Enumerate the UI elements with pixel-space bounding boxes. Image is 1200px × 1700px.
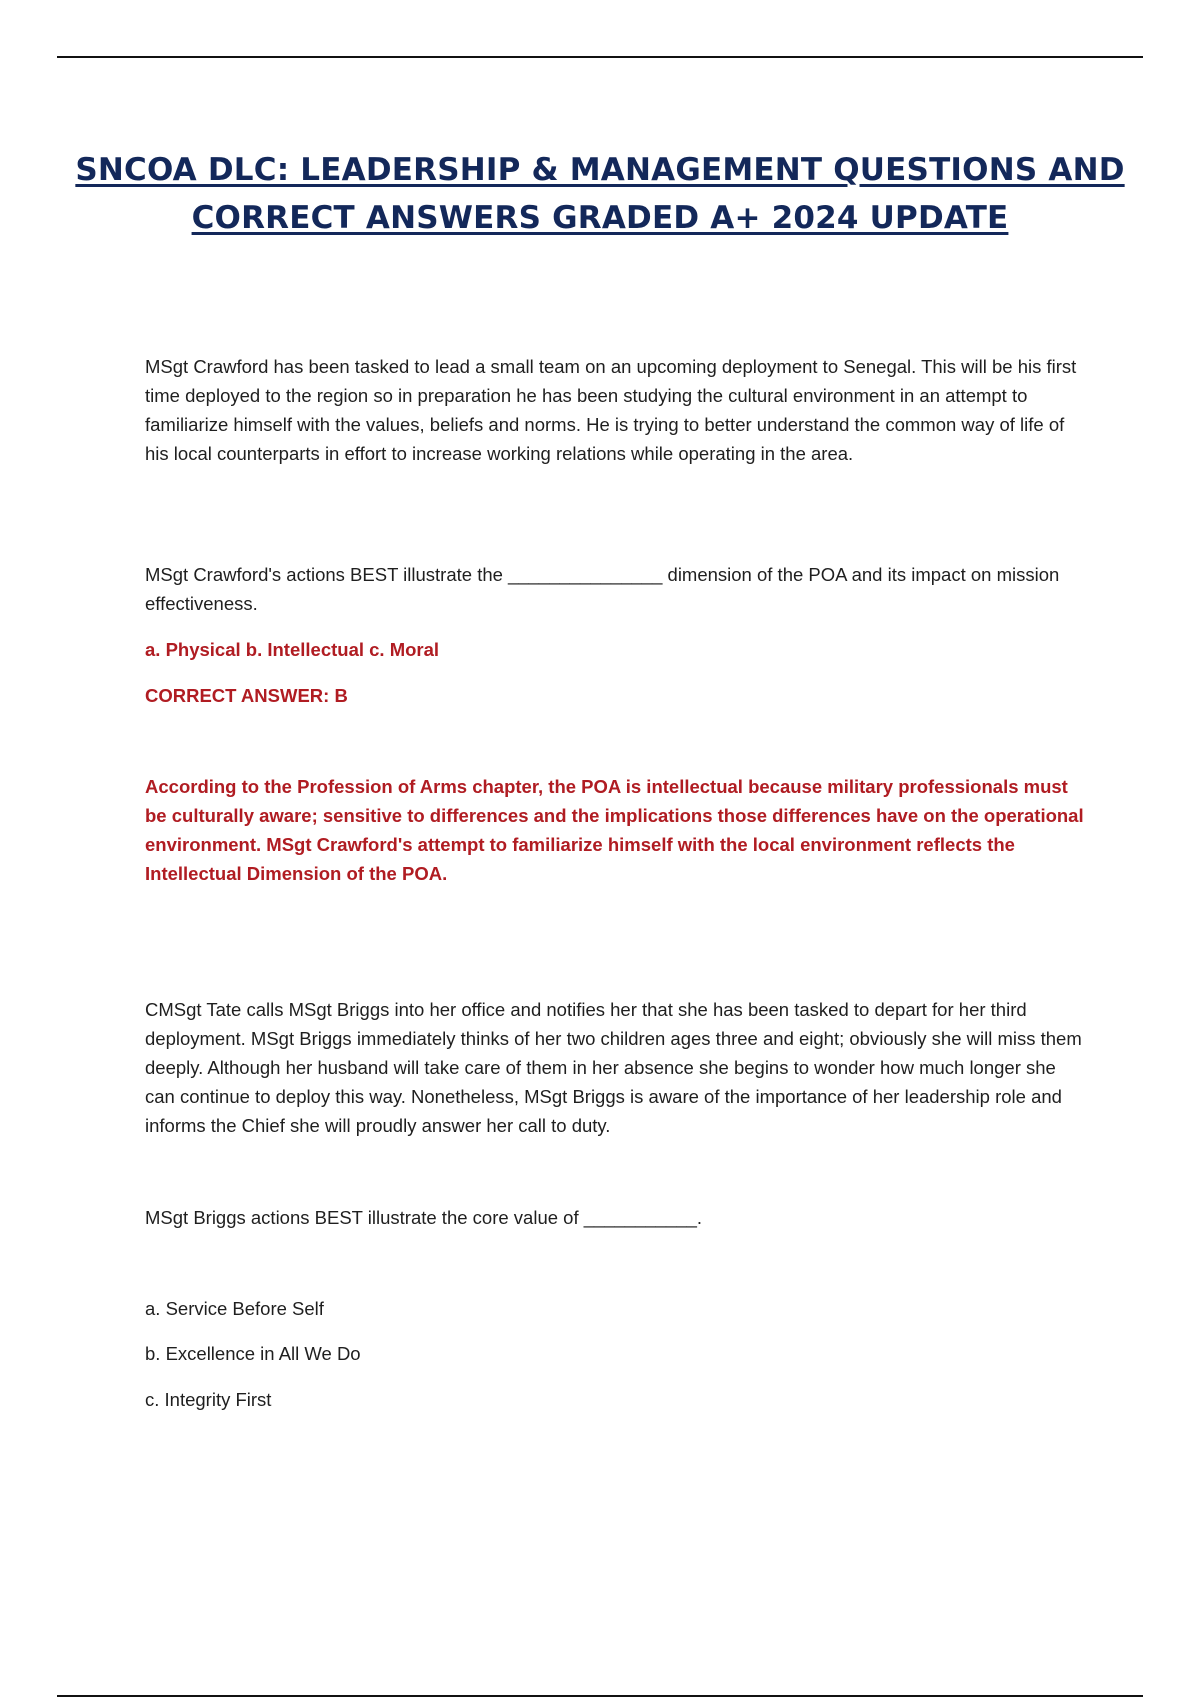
question-2-option-c: c. Integrity First xyxy=(145,1389,272,1410)
question-2-scenario: CMSgt Tate calls MSgt Briggs into her office and notifies her that she has been tasked to depart for her third deployment. MSgt Briggs immediately thinks of her two children ages three and eight; obviously she will miss them deeply. Although her husband will take care of them in her absence she begins to wonder how much longer she can continue to deploy this way. Nonetheless, MSgt Briggs is aware of the importance of her leadership role and informs the Chief she will proudly answer her call to duty. xyxy=(145,999,1082,1136)
question-1-prompt: MSgt Crawford's actions BEST illustrate the _______________ dimension of the POA and its impact on mission effectiveness. xyxy=(145,564,1060,614)
question-1-options: a. Physical b. Intellectual c. Moral xyxy=(145,639,440,660)
top-divider xyxy=(57,56,1143,58)
document-title: SNCOA DLC: LEADERSHIP & MANAGEMENT QUESTIONS AND CORRECT ANSWERS GRADED A+ 2024 UPDATE xyxy=(75,152,1125,236)
question-2-prompt: MSgt Briggs actions BEST illustrate the core value of ___________. xyxy=(145,1207,703,1228)
question-2-option-a: a. Service Before Self xyxy=(145,1298,324,1319)
question-2-option-b: b. Excellence in All We Do xyxy=(145,1343,361,1364)
question-1-correct-answer: CORRECT ANSWER: B xyxy=(145,685,348,706)
question-1-scenario: MSgt Crawford has been tasked to lead a small team on an upcoming deployment to Senegal. This will be his first time deployed to the region so in preparation he has been studying the cultural environment in an attempt to familiarize himself with the values, beliefs and norms. He is trying to better understand the common way of life of his local counterparts in effort to increase working relations while operating in the area. xyxy=(145,356,1077,464)
bottom-divider xyxy=(57,1695,1143,1697)
question-1-explanation: According to the Profession of Arms chapter, the POA is intellectual because military professionals must be culturally aware; sensitive to differences and the implications those differences have on the operational environment. MSgt Crawford's attempt to familiarize himself with the local environment reflects the Intellectual Dimension of the POA. xyxy=(145,776,1084,884)
